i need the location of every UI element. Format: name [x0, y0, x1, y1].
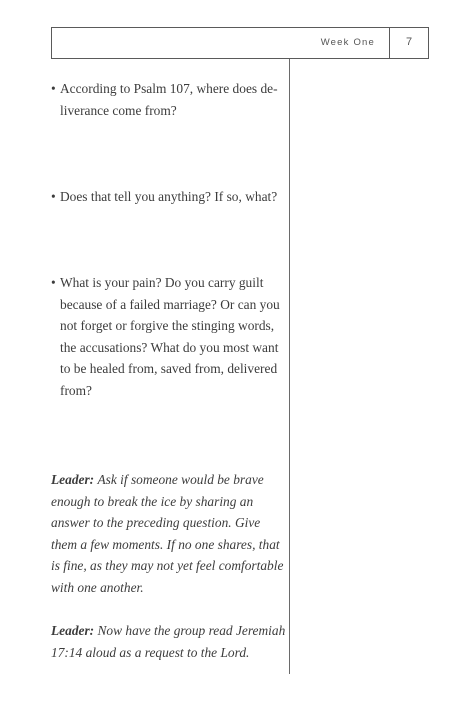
question-item	[51, 78, 287, 121]
leader-text: Ask if someone would be brave enough to break the ice by sharing an answer to the preceding question. Give them a few moments. If no one shares, that is fine, as they may not yet feel comfortable with one another.	[51, 472, 284, 595]
running-header	[51, 27, 429, 59]
question-item	[51, 186, 287, 208]
question-text: What is your pain? Do you carry guilt because of a failed marriage? Or can you not forget or forgive the stinging words, the accusations? What do you most want to be healed from, saved from, delivered from?	[60, 275, 280, 398]
bullet-icon: •	[51, 275, 56, 290]
margin-rule	[289, 59, 290, 674]
question-text: Does that tell you anything? If so, what?	[60, 189, 278, 204]
bullet-icon: •	[51, 189, 56, 204]
leader-label: Leader:	[51, 472, 98, 487]
question-text: According to Psalm 107, where does de- liverance come from?	[60, 81, 278, 118]
leader-text: Now have the group read Jeremiah 17:14 aloud as a request to the Lord.	[51, 623, 286, 660]
question-item	[51, 272, 287, 401]
section-title: Week One	[320, 37, 375, 48]
leader-note	[51, 469, 287, 598]
leader-label: Leader:	[51, 623, 98, 638]
leader-note	[51, 620, 287, 663]
page-number: 7	[405, 36, 413, 48]
bullet-icon: •	[51, 81, 56, 96]
